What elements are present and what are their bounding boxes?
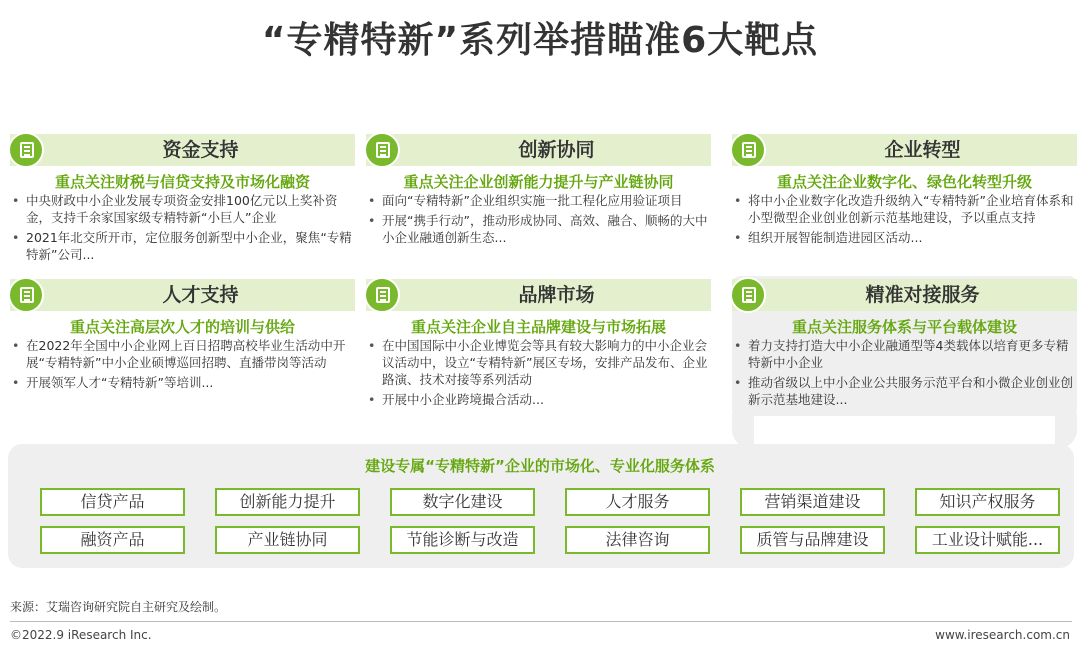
card-bullet: • 中央财政中小企业发展专项资金安排100亿元以上奖补资金，支持千余家国家级专精特新“小巨人”企业 <box>10 192 355 226</box>
card-bullet: • 开展中小企业跨境撮合活动... <box>366 391 711 408</box>
service-system-title: 建设专属“专精特新”企业的市场化、专业化服务体系 <box>365 457 715 475</box>
document-list-icon <box>730 132 766 168</box>
copyright: ©2022.9 iResearch Inc. <box>10 628 152 642</box>
service-tag: 产业链协同 <box>215 526 360 554</box>
card-title: 精准对接服务 <box>865 284 980 306</box>
service-tag: 节能诊断与改造 <box>390 526 535 554</box>
card-bullet: • 面向“专精特新”企业组织实施一批工程化应用验证项目 <box>366 192 711 209</box>
card-subtitle: 重点关注财税与信贷支持及市场化融资 <box>54 173 310 191</box>
service-tag: 知识产权服务 <box>915 488 1060 516</box>
service-tag: 营销渠道建设 <box>740 488 885 516</box>
service-tag: 创新能力提升 <box>215 488 360 516</box>
card-bullet: • 开展“携手行动”，推动形成协同、高效、融合、顺畅的大中小企业融通创新生态... <box>366 212 711 246</box>
card-subtitle: 重点关注企业创新能力提升与产业链协同 <box>403 173 674 191</box>
card-bullet-list <box>732 192 1077 249</box>
card-bullet-list <box>732 337 1077 411</box>
card-bullet: • 着力支持打造大中小企业融通型等4类载体以培育更多专精特新中小企业 <box>732 337 1077 371</box>
card-bullet-list <box>366 337 711 411</box>
card-bullet: • 组织开展智能制造进园区活动... <box>732 229 1077 246</box>
card-bullet: • 推动省级以上中小企业公共服务示范平台和小微企业创业创新示范基地建设... <box>732 374 1077 408</box>
card-subtitle: 重点关注高层次人才的培训与供给 <box>69 318 295 336</box>
service-tag: 信贷产品 <box>40 488 185 516</box>
card-bullet: • 在中国国际中小企业博览会等具有较大影响力的中小企业会议活动中，设立“专精特新”展区专场，安排产品发布、企业路演、技术对接等系列活动 <box>366 337 711 388</box>
card-title: 企业转型 <box>884 139 961 161</box>
document-list-icon <box>364 132 400 168</box>
card-bullet-list <box>10 192 355 266</box>
card-bullet: • 2021年北交所开市，定位服务创新型中小企业，聚焦“专精特新”公司... <box>10 229 355 263</box>
service-tag: 质管与品牌建设 <box>740 526 885 554</box>
service-tag: 工业设计赋能... <box>915 526 1060 554</box>
card-bullet: • 将中小企业数字化改造升级纳入“专精特新”企业培育体系和小型微型企业创业创新示范基地建设，予以重点支持 <box>732 192 1077 226</box>
card-bullet-list <box>10 337 355 394</box>
source-note: 来源：艾瑞咨询研究院自主研究及绘制。 <box>10 600 227 614</box>
card-title: 创新协同 <box>518 139 595 161</box>
service-tag: 法律咨询 <box>565 526 710 554</box>
document-list-icon <box>730 277 766 313</box>
card-subtitle: 重点关注服务体系与平台载体建设 <box>791 318 1017 336</box>
footer-divider <box>10 621 1072 622</box>
website-link[interactable]: www.iresearch.com.cn <box>935 628 1070 642</box>
panel-connector-left <box>732 412 754 448</box>
document-list-icon <box>8 132 44 168</box>
service-tag: 人才服务 <box>565 488 710 516</box>
card-title: 品牌市场 <box>518 284 595 306</box>
card-title: 资金支持 <box>162 139 239 161</box>
card-subtitle: 重点关注企业自主品牌建设与市场拓展 <box>410 318 666 336</box>
service-tag: 数字化建设 <box>390 488 535 516</box>
service-tag: 融资产品 <box>40 526 185 554</box>
card-bullet: • 在2022年全国中小企业网上百日招聘高校毕业生活动中开展“专精特新”中小企业硕博巡回招聘、直播带岗等活动 <box>10 337 355 371</box>
card-bullet: • 开展领军人才“专精特新”等培训... <box>10 374 355 391</box>
card-title: 人才支持 <box>162 284 239 306</box>
panel-connector-right <box>1055 412 1077 448</box>
page-title: “专精特新”系列举措瞄准6大靶点 <box>261 20 819 61</box>
document-list-icon <box>8 277 44 313</box>
card-subtitle: 重点关注企业数字化、绿色化转型升级 <box>776 173 1032 191</box>
card-bullet-list <box>366 192 711 249</box>
document-list-icon <box>364 277 400 313</box>
